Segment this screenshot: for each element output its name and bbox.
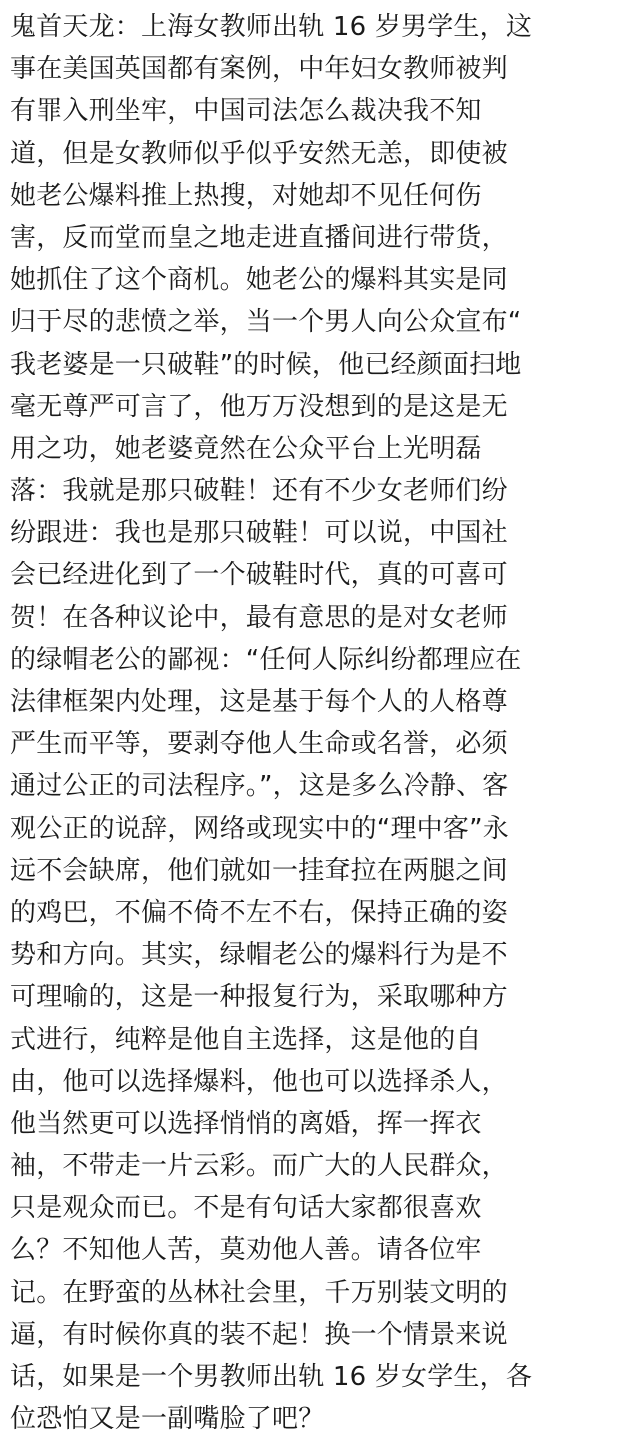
text-line-23: 势和方向。其实，绿帽老公的爆料行为是不 [10,940,508,971]
text-line-19: 通过公正的司法程序。”，这是多么冷静、客 [10,771,509,802]
text-line-8: 归于尽的悲愤之举，当一个男人向公众宣布“ [10,307,522,338]
text-line-32: 逼，有时候你真的装不起！换一个情景来说 [10,1319,508,1350]
text-line-14: 会已经进化到了一个破鞋时代，真的可喜可 [10,560,508,591]
text-line-20: 观公正的说辞，网络或现实中的“理中客”永 [10,813,509,844]
text-line-2: 事在美国英国都有案例，中年妇女教师被判 [10,54,508,85]
text-line-16: 的绿帽老公的鄙视：“任何人际纠纷都理应在 [10,644,522,675]
text-line-25: 式进行，纯粹是他自主选择，这是他的自 [10,1024,482,1055]
text-line-31: 记。在野蛮的丛林社会里，千万别装文明的 [10,1277,508,1308]
text-line-11: 用之功，她老婆竟然在公众平台上光明磊 [10,433,482,464]
text-line-6: 害，反而堂而皇之地走进直播间进行带货， [10,222,508,253]
text-line-10: 毫无尊严可言了，他万万没想到的是这是无 [10,391,508,422]
text-line-12: 落：我就是那只破鞋！还有不少女老师们纷 [10,476,508,507]
text-line-7: 她抓住了这个商机。她老公的爆料其实是同 [10,265,508,296]
text-line-29: 只是观众而已。不是有句话大家都很喜欢 [10,1193,482,1224]
text-line-3: 有罪入刑坐牢，中国司法怎么裁决我不知 [10,96,482,127]
text-line-21: 远不会缺席，他们就如一挂耷拉在两腿之间 [10,855,508,886]
text-line-4: 道，但是女教师似乎似乎安然无恙，即使被 [10,138,508,169]
text-line-1: 鬼首天龙：上海女教师出轨 16 岁男学生，这 [10,12,533,42]
text-line-5: 她老公爆料推上热搜，对她却不见任何伤 [10,180,482,211]
text-line-26: 由，他可以选择爆料，他也可以选择杀人， [10,1066,508,1097]
text-line-28: 袖，不带走一片云彩。而广大的人民群众， [10,1151,508,1182]
text-line-13: 纷跟进：我也是那只破鞋！可以说，中国社 [10,518,508,549]
text-line-18: 严生而平等，要剥夺他人生命或名誉，必须 [10,729,508,760]
text-line-27: 他当然更可以选择悄悄的离婚，挥一挥衣 [10,1108,482,1139]
text-line-22: 的鸡巴，不偏不倚不左不右，保持正确的姿 [10,897,508,928]
post-body [10,6,625,1440]
text-line-33: 话，如果是一个男教师出轨 16 岁女学生，各 [10,1362,533,1392]
text-line-34: 位恐怕又是一副嘴脸了吧？ [10,1404,325,1435]
text-line-30: 么？不知他人苦，莫劝他人善。请各位牢 [10,1235,482,1266]
text-line-9: 我老婆是一只破鞋”的时候，他已经颜面扫地 [10,349,522,380]
text-line-24: 可理喻的，这是一种报复行为，采取哪种方 [10,982,508,1013]
text-line-17: 法律框架内处理，这是基于每个人的人格尊 [10,687,508,717]
text-line-15: 贺！在各种议论中，最有意思的是对女老师 [10,602,508,633]
